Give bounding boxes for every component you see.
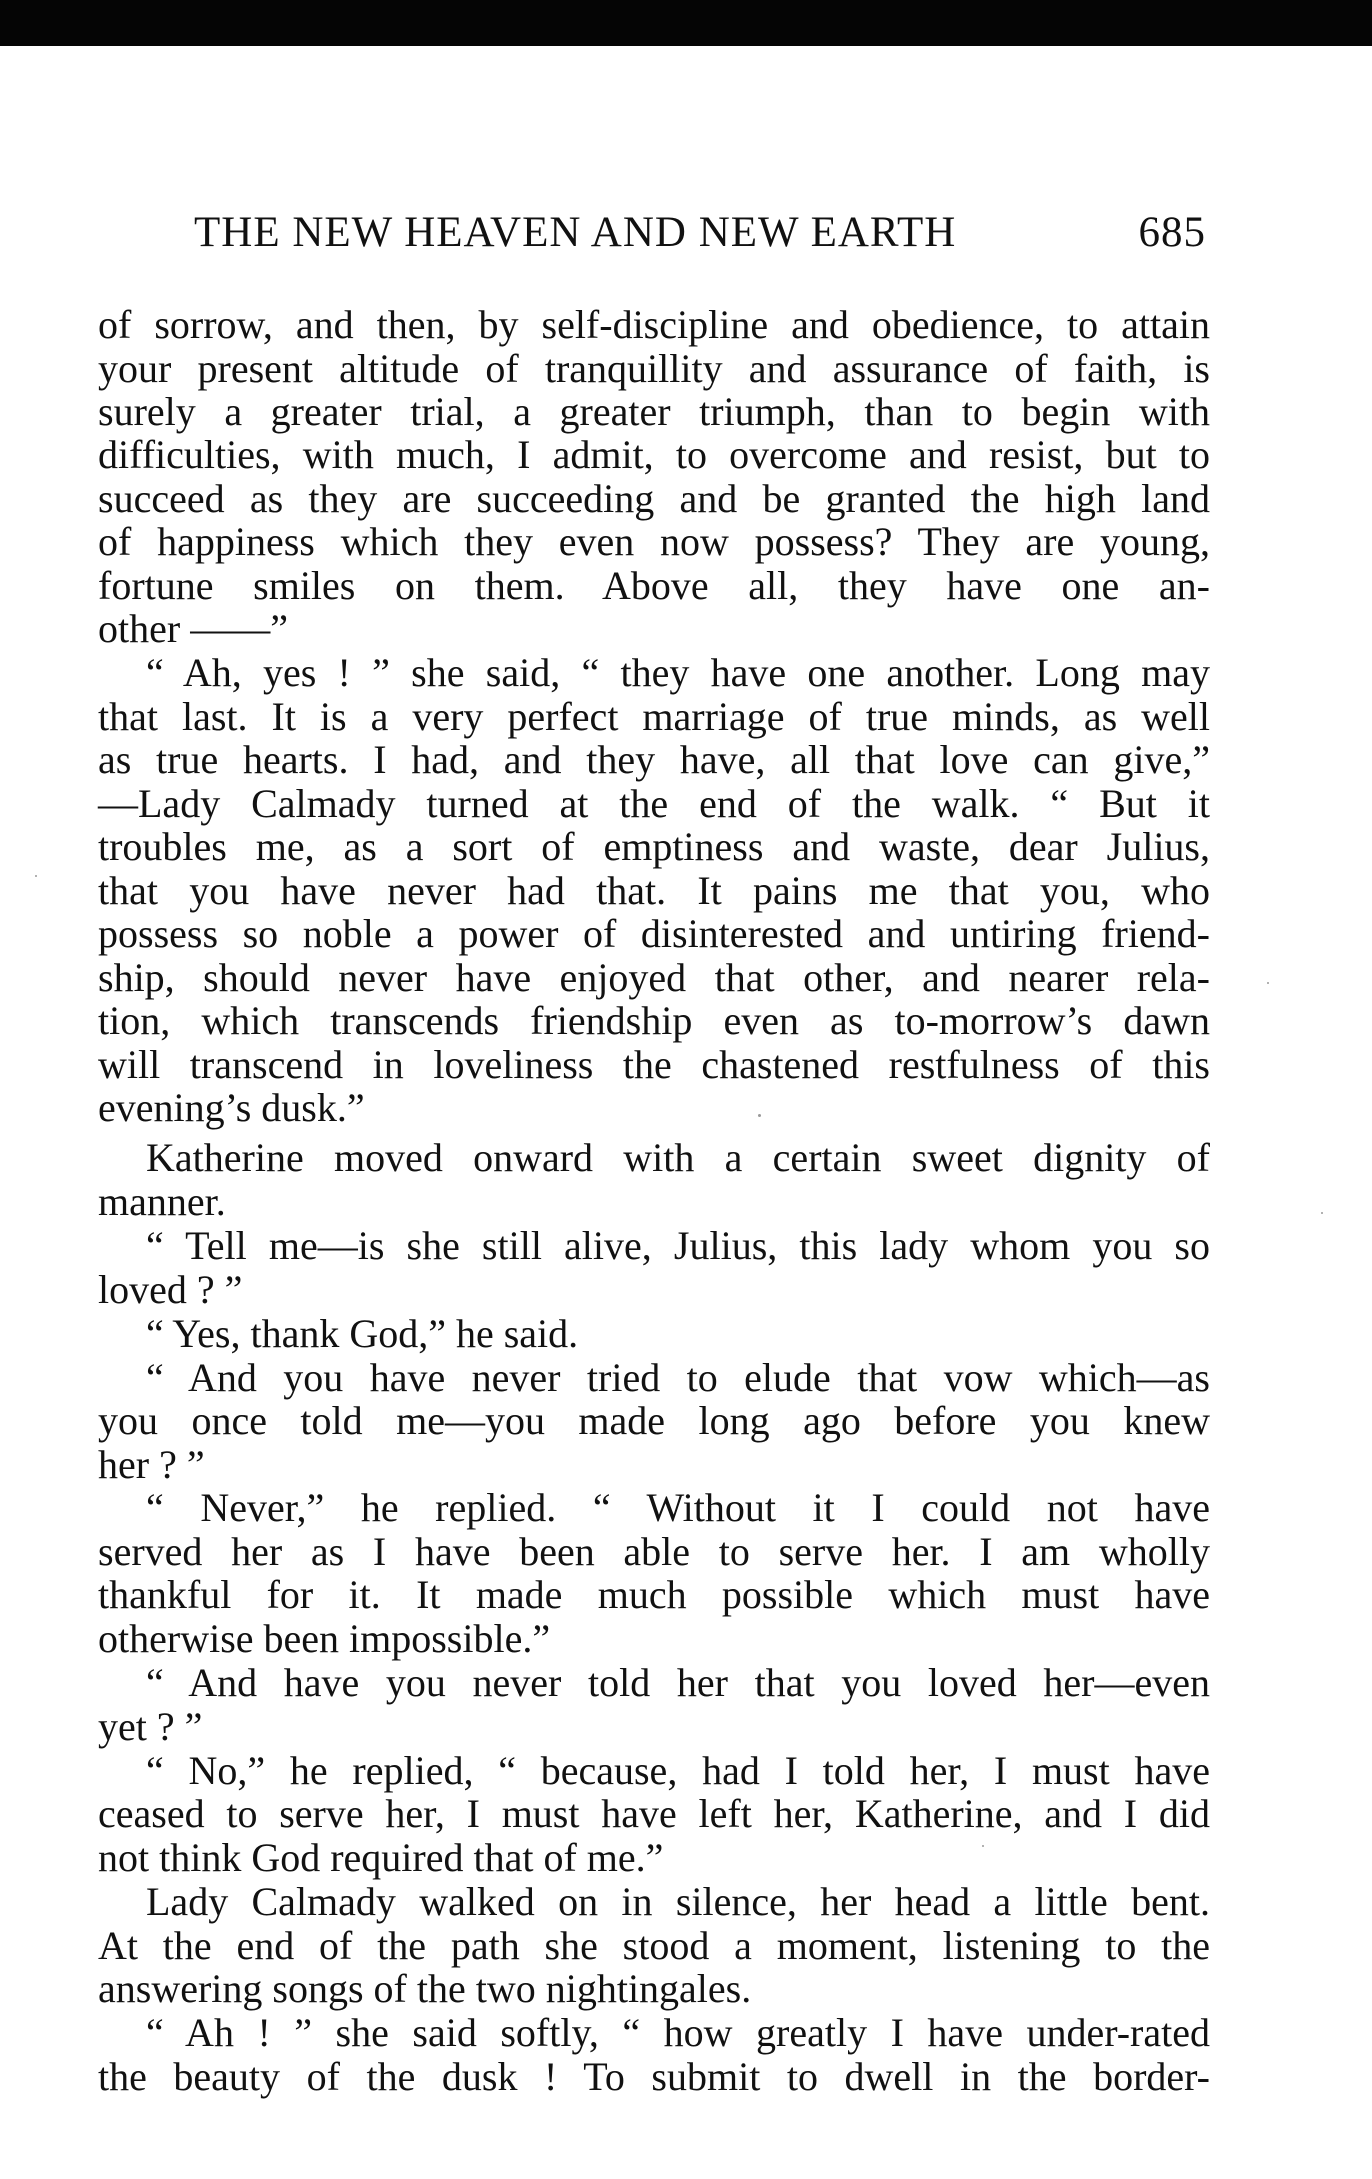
text-line: “ Never,” he replied. “ Without it I could not have <box>146 1485 1210 1530</box>
text-line: fortune smiles on them. Above all, they have one an- <box>98 563 1210 608</box>
text-line: “ And you have never tried to elude that vow which—as <box>146 1355 1210 1400</box>
text-line: Katherine moved onward with a certain sweet dignity of <box>146 1135 1210 1180</box>
text-line: that you have never had that. It pains me that you, who <box>98 868 1210 913</box>
page-number: 685 <box>1138 209 1206 256</box>
text-line: answering songs of the two nightingales. <box>98 1966 752 2011</box>
text-line: difficulties, with much, I admit, to overcome and resist, but to <box>98 432 1210 477</box>
scan-speck <box>35 875 37 877</box>
scan-speck <box>758 1114 761 1117</box>
scan-speck <box>1267 982 1269 984</box>
text-line: that last. It is a very perfect marriage of true minds, as well <box>98 694 1210 739</box>
text-line: surely a greater trial, a greater triumph, than to begin with <box>98 389 1210 434</box>
text-line: other ——” <box>98 606 288 651</box>
text-line: of sorrow, and then, by self-discipline and obedience, to attain <box>98 302 1210 347</box>
text-line: possess so noble a power of disinterested and untiring friend- <box>98 911 1210 956</box>
text-line: will transcend in loveliness the chastened restfulness of this <box>98 1042 1210 1087</box>
text-line: tion, which transcends friendship even as to-morrow’s dawn <box>98 998 1210 1043</box>
text-line: ceased to serve her, I must have left her, Katherine, and I did <box>98 1791 1210 1836</box>
text-line: of happiness which they even now possess? They are young, <box>98 519 1210 564</box>
text-line: Lady Calmady walked on in silence, her head a little bent. <box>146 1879 1210 1924</box>
text-line: At the end of the path she stood a moment, listening to the <box>98 1923 1210 1968</box>
text-line: your present altitude of tranquillity and assurance of faith, is <box>98 346 1210 391</box>
text-line: yet ? ” <box>98 1704 203 1749</box>
text-line: served her as I have been able to serve her. I am wholly <box>98 1529 1210 1574</box>
text-line: ship, should never have enjoyed that other, and nearer rela- <box>98 955 1210 1000</box>
text-line: as true hearts. I had, and they have, all that love can give,” <box>98 737 1210 782</box>
text-line: “ And have you never told her that you loved her—even <box>146 1660 1210 1705</box>
text-line: thankful for it. It made much possible which must have <box>98 1572 1210 1617</box>
text-line: “ Yes, thank God,” he said. <box>146 1311 579 1356</box>
text-line: evening’s dusk.” <box>98 1085 365 1130</box>
text-line: —Lady Calmady turned at the end of the walk. “ But it <box>98 781 1210 826</box>
text-line: “ No,” he replied, “ because, had I told her, I must have <box>146 1748 1210 1793</box>
text-line: otherwise been impossible.” <box>98 1616 551 1661</box>
text-line: succeed as they are succeeding and be granted the high land <box>98 476 1210 521</box>
text-line: her ? ” <box>98 1442 205 1487</box>
text-line: “ Ah ! ” she said softly, “ how greatly I have under-rated <box>146 2010 1210 2055</box>
text-line: not think God required that of me.” <box>98 1835 664 1880</box>
running-header <box>194 208 1206 266</box>
header-title: THE NEW HEAVEN AND NEW EARTH <box>194 209 957 256</box>
text-line: troubles me, as a sort of emptiness and waste, dear Julius, <box>98 824 1210 869</box>
text-line: loved ? ” <box>98 1267 243 1312</box>
scan-speck <box>982 1845 984 1847</box>
text-line: “ Tell me—is she still alive, Julius, this lady whom you so <box>146 1223 1210 1268</box>
scan-speck <box>1321 1212 1323 1214</box>
text-line: the beauty of the dusk ! To submit to dwell in the border- <box>98 2054 1210 2099</box>
text-line: you once told me—you made long ago before you knew <box>98 1398 1210 1443</box>
text-line: “ Ah, yes ! ” she said, “ they have one another. Long may <box>146 650 1210 695</box>
text-line: manner. <box>98 1179 226 1224</box>
